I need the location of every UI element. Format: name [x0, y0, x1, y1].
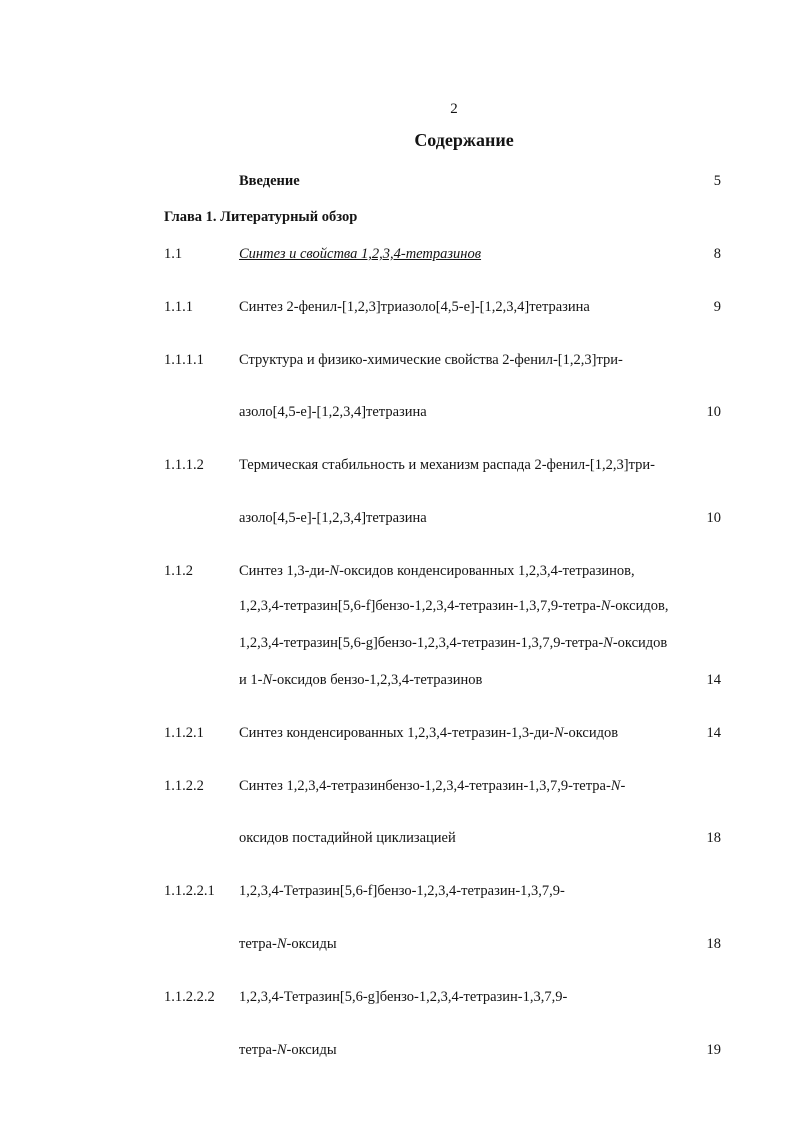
toc-entry-page: 10 [706, 404, 721, 420]
toc-entry-title: Синтез 2-фенил-[1,2,3]триазоло[4,5-e]-[1,2,3,4]тетразина [239, 299, 590, 315]
toc-entry-title-line: 1,2,3,4-Тетразин[5,6-f]бензо-1,2,3,4-тетразин-1,3,7,9- [239, 883, 565, 899]
toc-entry-page: 18 [706, 830, 721, 846]
toc-entry-title-line: Синтез 1,3-ди-N-оксидов конденсированных 1,2,3,4-тетразинов, [239, 563, 635, 579]
toc-entry-page: 8 [713, 246, 721, 262]
toc-entry-title-line: и 1-N-оксидов бензо-1,2,3,4-тетразинов [239, 672, 483, 688]
toc-entry-title-line: оксидов постадийной циклизацией [239, 830, 456, 846]
toc-entry-title-line: 1,2,3,4-тетразин[5,6-g]бензо-1,2,3,4-тетразин-1,3,7,9-тетра-N-оксидов [239, 635, 668, 651]
toc-entry-number: 1.1.2 [164, 563, 193, 579]
toc-entry-number: 1.1.2.2.1 [164, 883, 215, 899]
toc-entry-title-line: Синтез 1,2,3,4-тетразинбензо-1,2,3,4-тетразин-1,3,7,9-тетра-N- [239, 778, 626, 794]
toc-entry-title-line: азоло[4,5-e]-[1,2,3,4]тетразина [239, 510, 427, 526]
toc-entry-title: Синтез и свойства 1,2,3,4-тетразинов [239, 246, 482, 262]
toc-entry-number: 1.1 [164, 246, 183, 262]
page-number: 2 [450, 101, 458, 117]
toc-intro-page: 5 [713, 173, 721, 189]
page-title: Содержание [414, 130, 514, 150]
toc-entry-title-line: 1,2,3,4-тетразин[5,6-f]бензо-1,2,3,4-тетразин-1,3,7,9-тетра-N-оксидов, [239, 598, 669, 614]
toc-entry-number: 1.1.2.2.2 [164, 989, 215, 1005]
toc-entry-page: 14 [706, 672, 721, 688]
toc-entry-title-line: тетра-N-оксиды [239, 1042, 337, 1058]
toc-entry-title-line: 1,2,3,4-Тетразин[5,6-g]бензо-1,2,3,4-тетразин-1,3,7,9- [239, 989, 568, 1005]
toc-entry-page: 14 [706, 725, 721, 741]
toc-entry-number: 1.1.1.1 [164, 352, 204, 368]
toc-entry-title-line: азоло[4,5-e]-[1,2,3,4]тетразина [239, 404, 427, 420]
toc-entry-title-line: Термическая стабильность и механизм распада 2-фенил-[1,2,3]три- [239, 457, 655, 473]
toc-entry-number: 1.1.2.1 [164, 725, 204, 741]
toc-entry-page: 10 [706, 510, 721, 526]
toc-entry-number: 1.1.1 [164, 299, 193, 315]
toc-entry-title-line: Структура и физико-химические свойства 2-фенил-[1,2,3]три- [239, 352, 623, 368]
toc-chapter-heading: Глава 1. Литературный обзор [164, 209, 358, 225]
toc-entry-page: 18 [706, 936, 721, 952]
toc-entry-page: 9 [713, 299, 721, 315]
toc-entry-number: 1.1.2.2 [164, 778, 204, 794]
toc-entry-title-line: тетра-N-оксиды [239, 936, 337, 952]
toc-entry-title-line: Синтез конденсированных 1,2,3,4-тетразин-1,3-ди-N-оксидов [239, 725, 619, 741]
toc-entry-page: 19 [706, 1042, 721, 1058]
toc-entry-number: 1.1.1.2 [164, 457, 204, 473]
toc-intro-label: Введение [239, 173, 300, 189]
